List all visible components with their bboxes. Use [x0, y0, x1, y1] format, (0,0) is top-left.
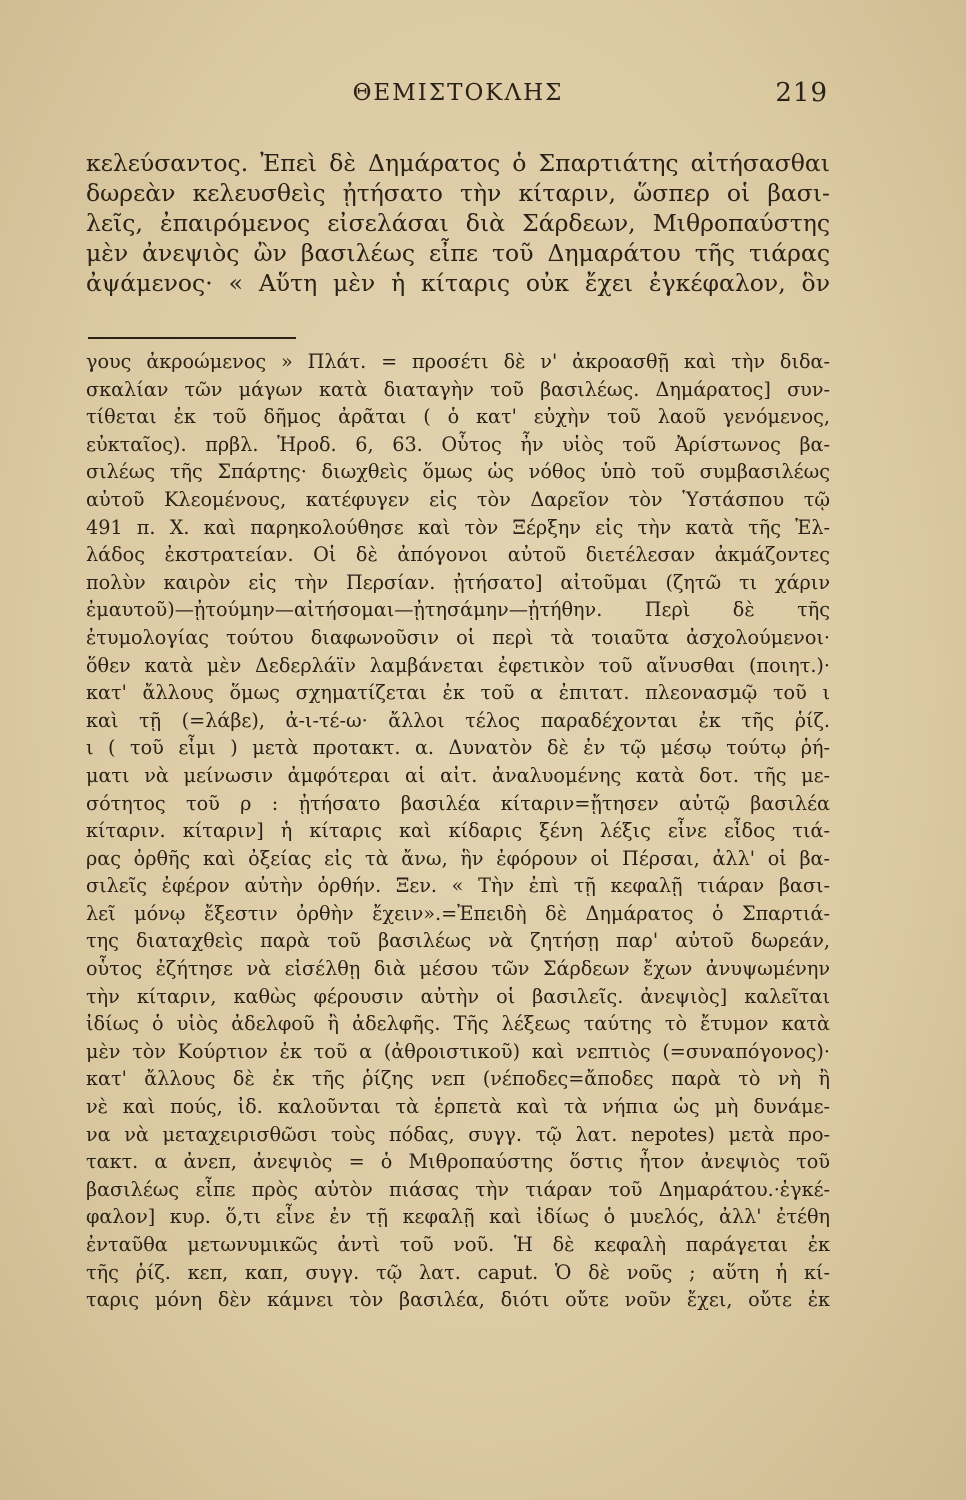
note-line: ρας ὀρθῆς καὶ ὀξείας εἰς τὰ ἄνω, ἣν ἐφόρουν οἱ Πέρσαι, ἀλλ' οἱ βα- — [86, 846, 830, 870]
note-line: να νὰ μεταχειρισθῶσι τοὺς πόδας, συγγ. τῷ λατ. nepotes) μετὰ προ- — [86, 1122, 830, 1146]
note-line: βασιλέως εἶπε πρὸς αὐτὸν πιάσας τὴν τιάραν τοῦ Δημαράτου.·ἐγκέ- — [86, 1177, 830, 1201]
main-text-line: κελεύσαντος. Ἐπεὶ δὲ Δημάρατος ὁ Σπαρτιάτης αἰτήσασθαι — [86, 149, 830, 177]
note-line: τὴν κίταριν, καθὼς φέρουσιν αὐτὴν οἱ βασιλεῖς. ἀνεψιὸς] καλεῖται — [86, 984, 830, 1008]
note-line: σκαλίαν τῶν μάγων κατὰ διαταγὴν τοῦ βασιλέως. Δημάρατος] συν- — [86, 377, 830, 401]
main-text-line: λεῖς, ἐπαιρόμενος εἰσελάσαι διὰ Σάρδεων, Μιθροπαύστης — [86, 209, 830, 237]
main-text-line: μὲν ἀνεψιὸς ὢν βασιλέως εἶπε τοῦ Δημαράτου τῆς τιάρας — [86, 239, 830, 267]
page-header — [88, 76, 828, 116]
running-title: ΘΕΜΙΣΤΟΚΛΗΣ — [352, 80, 564, 106]
note-line: σιλεῖς ἐφέρον αὐτὴν ὀρθήν. Ξεν. « Τὴν ἐπὶ τῇ κεφαλῇ τιάραν βασι- — [86, 874, 830, 898]
note-line: σότητος τοῦ ρ : ᾐτήσατο βασιλέα κίταριν=ᾔτησεν αὐτῷ βασιλέα — [86, 791, 830, 815]
note-line: της διαταχθεὶς παρὰ τοῦ βασιλέως νὰ ζητήσῃ παρ' αὐτοῦ δωρεάν, — [86, 929, 830, 953]
commentary-notes — [86, 348, 830, 1314]
main-text — [86, 148, 830, 298]
note-line: κίταριν. κίταριν] ἡ κίταρις καὶ κίδαρις ξένη λέξις εἶνε εἶδος τιά- — [86, 819, 830, 843]
note-line: αὐτοῦ Κλεομένους, κατέφυγεν εἰς τὸν Δαρεῖον τὸν Ὑστάσπου τῷ — [86, 487, 830, 511]
note-line: μὲν τὸν Κούρτιον ἐκ τοῦ α (ἀθροιστικοῦ) καὶ νεπτιὸς (=συναπόγονος)· — [86, 1039, 830, 1063]
note-line: ματι νὰ μείνωσιν ἀμφότεραι αἱ αἰτ. ἀναλυομένης κατὰ δοτ. τῆς με- — [86, 763, 830, 787]
note-line: ἰδίως ὁ υἱὸς ἀδελφοῦ ἢ ἀδελφῆς. Τῆς λέξεως ταύτης τὸ ἔτυμον κατὰ — [86, 1012, 830, 1036]
note-line: ἐμαυτοῦ)—ᾐτούμην—αἰτήσομαι—ᾐτησάμην—ᾐτήθην. Περὶ δὲ τῆς — [86, 598, 830, 622]
note-line: σιλέως τῆς Σπάρτης· διωχθεὶς ὅμως ὡς νόθος ὑπὸ τοῦ συμβασιλέως — [86, 460, 830, 484]
note-line: πολὺν καιρὸν εἰς τὴν Περσίαν. ᾐτήσατο] αἰτοῦμαι (ζητῶ τι χάριν — [86, 570, 830, 594]
note-line: γους ἀκροώμενος » Πλάτ. = προσέτι δὲ ν' ἀκροασθῇ καὶ τὴν διδα- — [86, 350, 830, 373]
note-line: ταρις μόνη δὲν κάμνει τὸν βασιλέα, διότι οὔτε νοῦν ἔχει, οὔτε ἐκ — [86, 1288, 830, 1312]
note-line: λεῖ μόνῳ ἔξεστιν ὀρθὴν ἔχειν».=Ἐπειδὴ δὲ Δημάρατος ὁ Σπαρτιά- — [86, 901, 830, 925]
main-text-line: ἀψάμενος· « Αὕτη μὲν ἡ κίταρις οὐκ ἔχει ἐγκέφαλον, ὃν — [86, 269, 830, 297]
note-line: ἐνταῦθα μετωνυμικῶς ἀντὶ τοῦ νοῦ. Ἡ δὲ κεφαλὴ παράγεται ἐκ — [86, 1233, 830, 1256]
note-line: φαλον] κυρ. ὅ,τι εἶνε ἐν τῇ κεφαλῇ καὶ ἰδίως ὁ μυελός, ἀλλ' ἐτέθη — [86, 1205, 830, 1229]
note-line: 491 π. Χ. καὶ παρηκολούθησε καὶ τὸν Ξέρξην εἰς τὴν κατὰ τῆς Ἑλ- — [86, 515, 830, 539]
note-line: τακτ. α ἀνεπ, ἀνεψιὸς = ὁ Μιθροπαύστης ὅστις ἦτον ἀνεψιὸς τοῦ — [86, 1150, 830, 1174]
note-line: εὐκταῖος). πρβλ. Ἡροδ. 6, 63. Οὗτος ἦν υἱὸς τοῦ Ἀρίστωνος βα- — [86, 432, 830, 456]
note-line: ι ( τοῦ εἶμι ) μετὰ προτακτ. α. Δυνατὸν δὲ ἐν τῷ μέσῳ τούτῳ ῥή- — [86, 736, 830, 760]
note-line: οὗτος ἐζήτησε νὰ εἰσέλθῃ διὰ μέσου τῶν Σάρδεων ἔχων ἀνυψωμένην — [86, 957, 830, 981]
note-line: κατ' ἄλλους δὲ ἐκ τῆς ῥίζης νεπ (νέποδες=ἄποδες παρὰ τὸ νὴ ἢ — [86, 1067, 830, 1091]
page-number: 219 — [775, 78, 828, 108]
note-line: τίθεται ἐκ τοῦ δῆμος ἀρᾶται ( ὁ κατ' εὐχὴν τοῦ λαοῦ γενόμενος, — [86, 405, 830, 429]
note-line: νὲ καὶ πούς, ἰδ. καλοῦνται τὰ ἑρπετὰ καὶ τὰ νήπια ὡς μὴ δυνάμε- — [86, 1095, 830, 1119]
note-line: καὶ τῇ (=λάβε), ἀ-ι-τέ-ω· ἄλλοι τέλος παραδέχονται ἐκ τῆς ῥίζ. — [86, 708, 830, 732]
note-line: λάδος ἐκστρατείαν. Οἱ δὲ ἀπόγονοι αὐτοῦ διετέλεσαν ἀκμάζοντες — [86, 543, 830, 567]
footnote-separator-rule — [88, 337, 296, 339]
note-line: ὅθεν κατὰ μὲν Δεδερλάϊν λαμβάνεται ἐφετικὸν τοῦ αἴνυσθαι (ποιητ.)· — [86, 653, 830, 677]
note-line: ἐτυμολογίας τούτου διαφωνοῦσιν οἱ περὶ τὰ τοιαῦτα ἀσχολούμενοι· — [86, 625, 830, 649]
note-line: τῆς ῥίζ. κεπ, καπ, συγγ. τῷ λατ. caput. Ὁ δὲ νοῦς ; αὕτη ἡ κί- — [86, 1260, 830, 1284]
note-line: κατ' ἄλλους ὅμως σχηματίζεται ἐκ τοῦ α ἐπιτατ. πλεονασμῷ τοῦ ι — [86, 681, 830, 705]
main-text-line: δωρεὰν κελευσθεὶς ᾐτήσατο τὴν κίταριν, ὥσπερ οἱ βασι- — [86, 179, 830, 207]
